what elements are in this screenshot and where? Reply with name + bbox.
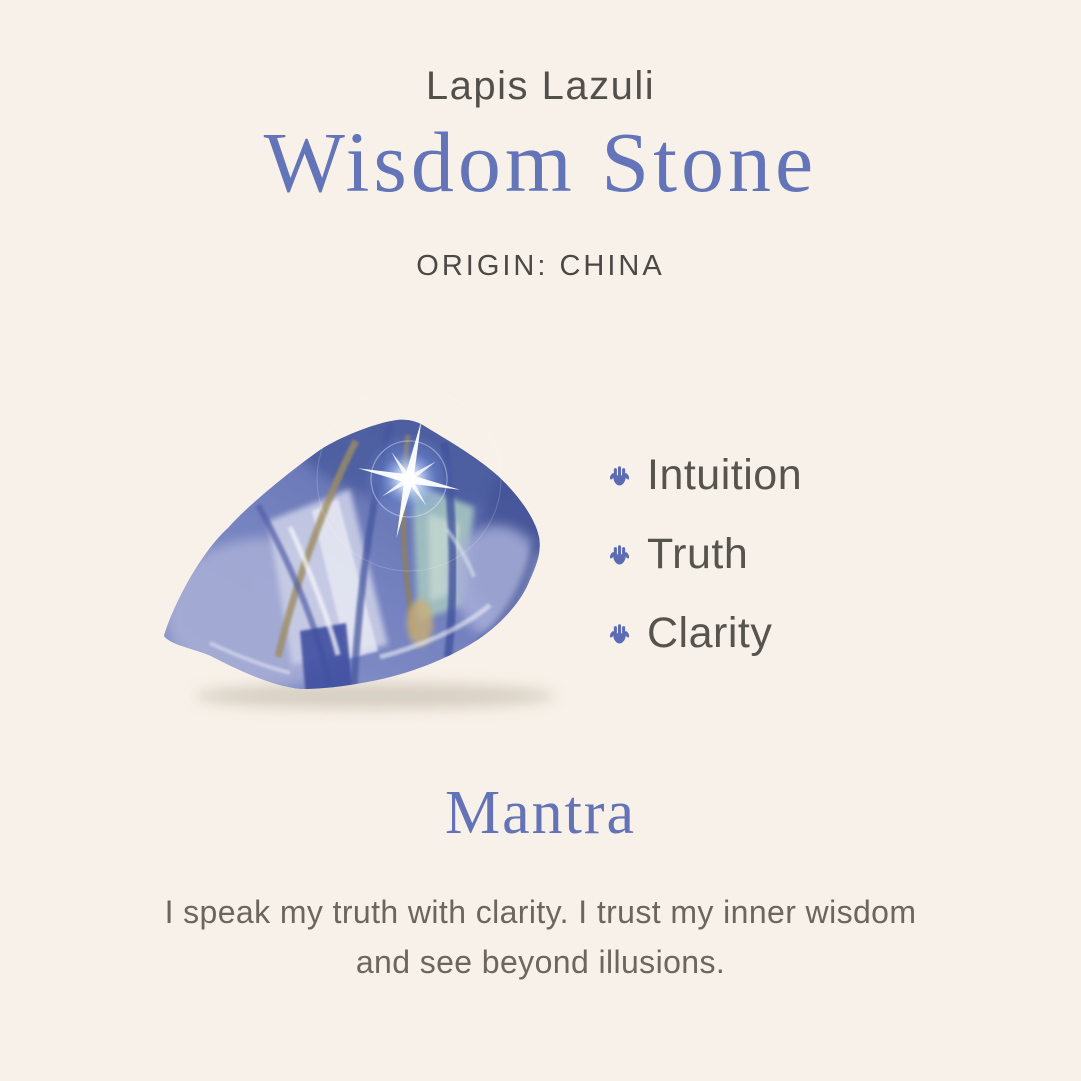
- mantra-line-1: I speak my truth with clarity. I trust my inner wisdom: [164, 894, 917, 930]
- stone-name: Lapis Lazuli: [425, 64, 656, 108]
- page-title: Wisdom Stone: [263, 114, 818, 210]
- list-item: [608, 529, 802, 579]
- property-label: Truth: [647, 529, 749, 578]
- list-item: [608, 608, 802, 658]
- hamsa-hand-icon: [608, 465, 631, 490]
- properties-list: [608, 450, 802, 658]
- origin-label: ORIGIN: CHINA: [416, 250, 665, 282]
- hamsa-hand-icon: [608, 544, 631, 569]
- property-label: Intuition: [647, 450, 803, 499]
- mantra-line-2: and see beyond illusions.: [355, 943, 726, 980]
- hamsa-hand-icon: [608, 623, 631, 648]
- list-item: [608, 450, 802, 500]
- property-label: Clarity: [647, 608, 773, 657]
- mantra-heading: Mantra: [444, 779, 637, 847]
- mantra-text: [111, 888, 971, 987]
- lapis-stone-illustration: [150, 393, 570, 723]
- stone-shadow: [195, 683, 555, 709]
